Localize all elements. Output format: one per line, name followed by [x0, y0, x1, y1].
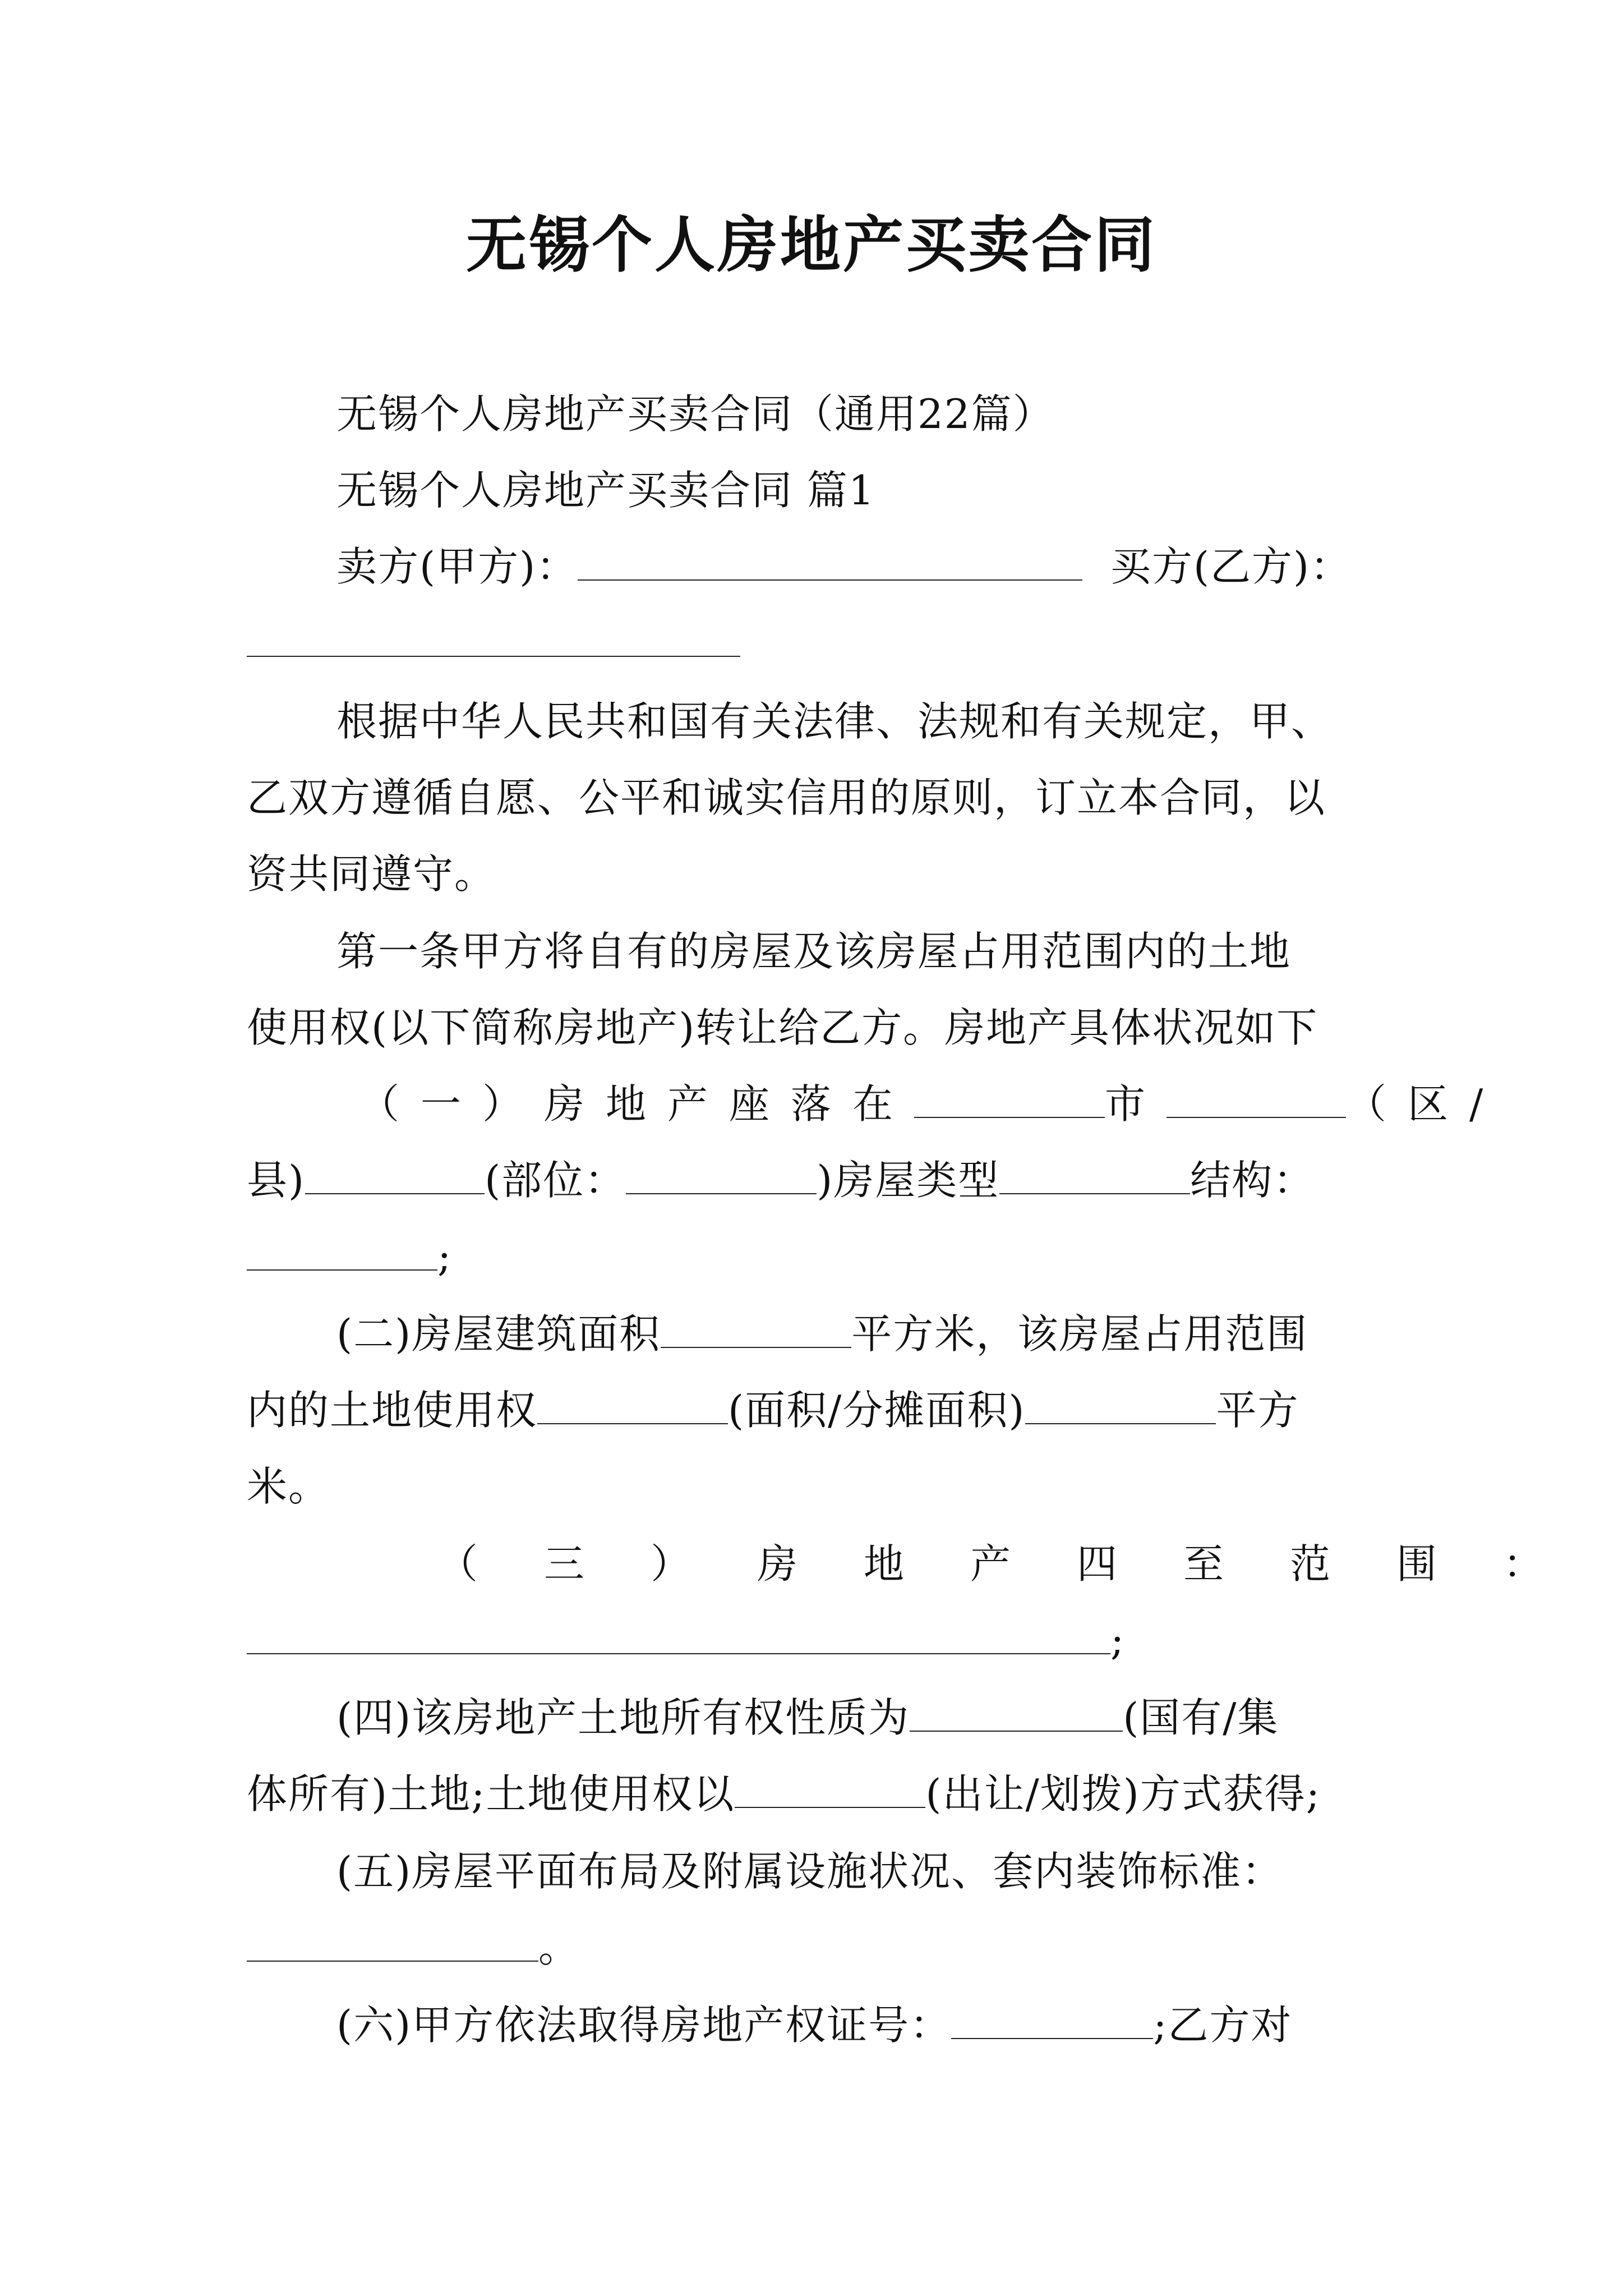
item4-line-2	[247, 1767, 1391, 1821]
item1-city-blank	[1166, 1080, 1346, 1118]
item4-line-1	[336, 1691, 1391, 1745]
item6-cert-blank	[951, 2001, 1153, 2039]
item2-sqm-label: 平方	[1216, 1387, 1299, 1434]
item2-area-blank	[661, 1310, 851, 1348]
item1-structure-label: 结构：	[1190, 1157, 1315, 1204]
item4-nature-label: (四)该房地产土地所有权性质为	[336, 1694, 910, 1741]
item1-type-blank	[999, 1157, 1190, 1194]
item2-line-2	[247, 1383, 1391, 1437]
subtitle: 无锡个人房地产买卖合同（通用22篇）	[336, 390, 1054, 438]
buyer-label: 买方(乙方)：	[1110, 543, 1352, 590]
section-heading: 无锡个人房地产买卖合同 篇1	[336, 467, 875, 514]
intro-line-2: 乙双方遵循自愿、公平和诚实信用的原则，订立本合同，以	[247, 774, 1326, 821]
item2-area-label: (二)房屋建筑面积	[336, 1310, 661, 1358]
item5-blank	[247, 1924, 538, 1962]
buyer-blank	[247, 619, 740, 657]
item4-nature-blank	[910, 1694, 1123, 1732]
item1-position-blank	[626, 1157, 817, 1194]
item3-line-2	[247, 1613, 1391, 1667]
item2-share-blank	[1025, 1387, 1216, 1424]
item6-line-1	[336, 1998, 1391, 2052]
item2-line-1	[336, 1307, 1391, 1361]
seller-label: 卖方(甲方)：	[336, 543, 578, 590]
parties-line	[336, 540, 1391, 593]
item1-county-label: 县)	[247, 1157, 306, 1204]
item1-type-label: )房屋类型	[817, 1157, 1000, 1204]
item6-tail: ;乙方对	[1153, 2001, 1293, 2049]
item1-location-blank	[914, 1080, 1105, 1118]
item1-city-label: 市	[1105, 1080, 1167, 1128]
item1-location-label: （一）房地产座落在	[359, 1080, 915, 1128]
item1-line-1	[359, 1077, 1505, 1131]
item1-end: ;	[437, 1233, 453, 1280]
item4-state-label: (国有/集	[1123, 1694, 1279, 1741]
item1-district-label: （区/	[1346, 1080, 1505, 1128]
seller-blank	[578, 543, 1082, 581]
intro-line-3: 资共同遵守。	[247, 850, 496, 898]
item2-line-3: 米。	[247, 1463, 330, 1510]
item1-county-blank	[305, 1157, 485, 1194]
item5-line-2	[247, 1921, 1391, 1975]
item5-line-1: (五)房屋平面布局及附属设施状况、套内装饰标准：	[336, 1848, 1284, 1895]
item3-end: ;	[1110, 1617, 1126, 1664]
item4-method-blank	[735, 1770, 925, 1808]
item6-cert-label: (六)甲方依法取得房地产权证号：	[336, 2001, 952, 2049]
item1-structure-blank	[247, 1233, 437, 1271]
item5-end: 。	[538, 1924, 580, 1971]
item2-share-label: (面积/分摊面积)	[728, 1387, 1026, 1434]
item2-land-blank	[537, 1387, 728, 1424]
item4-method-label: (出让/划拨)方式获得;	[925, 1770, 1321, 1818]
item2-unit-label: 平方米，该房屋占用范围	[851, 1310, 1308, 1358]
article1-line-1: 第一条甲方将自有的房屋及该房屋占用范围内的土地	[336, 928, 1292, 975]
buyer-blank-line	[247, 616, 1391, 670]
item1-line-3	[247, 1230, 1391, 1283]
item3-blank	[247, 1617, 1110, 1654]
item3-line-1: （三）房地产四至范围：	[437, 1540, 1610, 1588]
intro-line-1: 根据中华人民共和国有关法律、法规和有关规定，甲、	[336, 698, 1333, 745]
item1-line-2	[247, 1153, 1391, 1207]
item2-land-label: 内的土地使用权	[247, 1387, 538, 1434]
item1-position-label: (部位：	[485, 1157, 626, 1204]
document-title: 无锡个人房地产买卖合同	[465, 210, 1157, 280]
article1-line-2: 使用权(以下简称房地产)转让给乙方。房地产具体状况如下	[247, 1004, 1318, 1051]
item4-landuse-label: 体所有)土地;土地使用权以	[247, 1770, 735, 1818]
